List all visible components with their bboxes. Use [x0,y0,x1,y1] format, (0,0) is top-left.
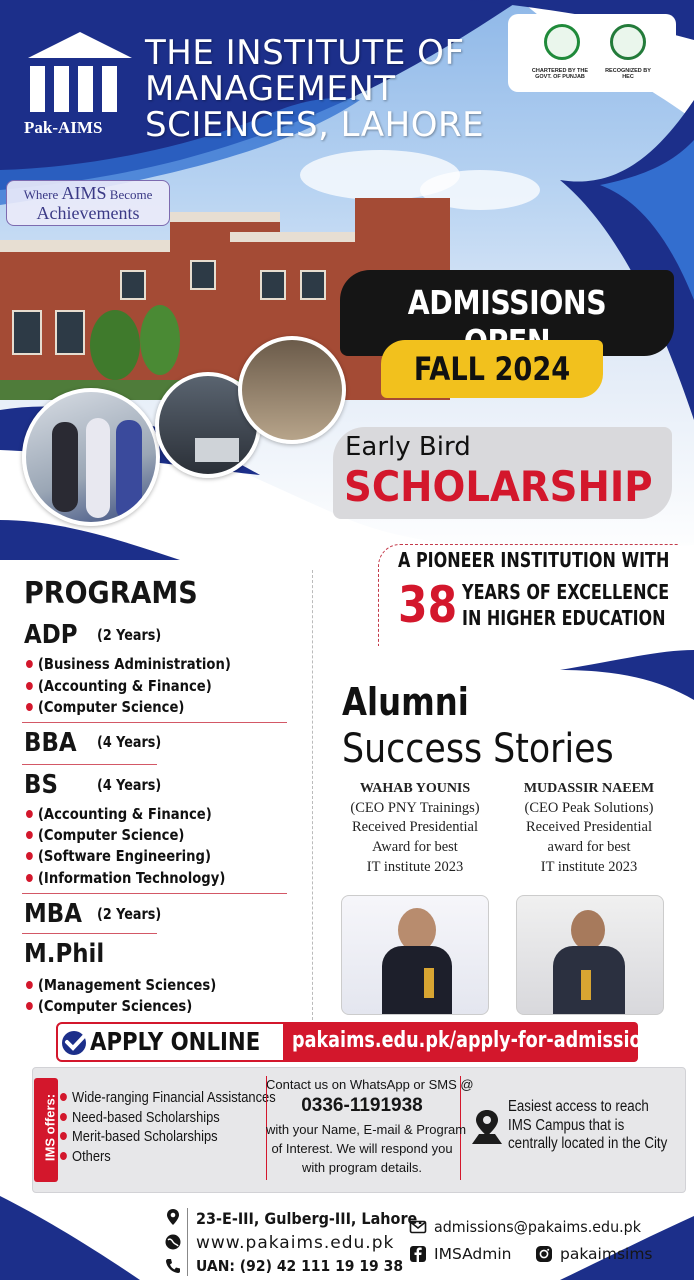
program-item: (Accounting & Finance) [26,677,212,695]
offer-item: Others [60,1148,111,1165]
divider [22,893,287,894]
program-item: (Software Engineering) [26,847,211,865]
program-bs: BS [24,770,58,800]
program-item: (Management Sciences) [26,976,216,994]
contact-instruction: of Interest. We will respond you [271,1141,453,1156]
logo-pillar [102,66,117,112]
divider [22,764,157,765]
offers-tag-label: IMS offers: [42,1093,58,1162]
program-item: (Information Technology) [26,869,225,887]
logo-pillar [30,66,45,112]
divider [22,722,287,723]
facebook-icon [409,1245,427,1263]
contact-instruction: Contact us on WhatsApp or SMS @ [266,1077,474,1092]
early-bird-label: Early Bird [345,432,471,462]
program-mphil: M.Phil [24,939,105,969]
success-stories-heading: Success Stories [342,726,614,772]
program-item: (Computer Sciences) [26,997,192,1015]
apply-online-link[interactable]: pakaims.edu.pk/apply-for-admission/ [292,1028,661,1053]
alumni-photo [516,895,664,1015]
program-duration: (4 Years) [97,733,162,751]
campus-access-note: Easiest access to reach IMS Campus that is centrally located in the City [508,1098,668,1153]
program-item: (Accounting & Finance) [26,805,212,823]
program-duration: (2 Years) [97,626,162,644]
institute-title-line-2: MANAGEMENT [145,69,396,109]
years-number: 38 [398,576,458,634]
pioneer-line-3: IN HIGHER EDUCATION [462,606,666,630]
map-location-icon [470,1108,504,1146]
session-label: FALL 2024 [413,350,571,388]
globe-icon [164,1233,182,1251]
programs-heading: PROGRAMS [24,576,198,611]
logo-pillar [54,66,69,112]
pioneer-line-1: A PIONEER INSTITUTION WITH [398,548,670,572]
program-item: (Computer Science) [26,698,184,716]
email-icon [409,1218,427,1236]
website-link[interactable]: www.pakaims.edu.pk [196,1233,395,1253]
uan-phone[interactable]: UAN: (92) 42 111 19 19 38 [196,1257,404,1275]
institute-title-line-3: SCIENCES, LAHORE [145,105,485,145]
column-divider [312,570,313,1020]
email-link[interactable]: admissions@pakaims.edu.pk [434,1218,641,1236]
pioneer-line-2: YEARS OF EXCELLENCE [462,580,670,604]
address: 23-E-III, Gulberg-III, Lahore. [196,1209,423,1228]
logo-pillar [78,66,93,112]
alumni-photo [341,895,489,1015]
hec-seal-icon [610,24,646,60]
divider [22,933,157,934]
instagram-handle[interactable]: pakaimsims [560,1245,653,1263]
offer-item: Merit-based Scholarships [60,1128,218,1145]
badge-caption: RECOGNIZED BY HEC [605,68,651,81]
students-photo [22,388,160,526]
institute-title-line-1: THE INSTITUTE OF [145,33,465,73]
program-item: (Business Administration) [26,655,231,673]
whatsapp-number[interactable]: 0336-1191938 [301,1095,423,1116]
alumni-card: WAHAB YOUNIS (CEO PNY Trainings) Received Presidential Award for best IT institute 2023 [350,781,480,875]
logo-roof [28,32,132,58]
program-adp: ADP [24,620,78,650]
alumni-card: MUDASSIR NAEEM (CEO Peak Solutions) Received Presidential award for best IT institute 2023 [523,781,655,875]
program-mba: MBA [24,899,82,929]
program-duration: (2 Years) [97,905,162,923]
offer-item: Need-based Scholarships [60,1109,220,1126]
contact-instruction: with program details. [302,1160,422,1175]
offer-item: Wide-ranging Financial Assistances [60,1089,276,1106]
library-photo [238,336,346,444]
alumni-heading: Alumni [342,680,469,724]
punjab-govt-seal-icon [544,24,580,60]
accent-swoosh [560,640,694,700]
phone-icon [164,1257,182,1275]
tagline-box: Where AIMS Become Achievements [6,180,170,226]
admissions-open-heading: ADMISSIONS [407,283,607,322]
facebook-handle[interactable]: IMSAdmin [434,1245,512,1263]
program-duration: (4 Years) [97,776,162,794]
checkmark-icon [60,1026,92,1058]
logo-text: Pak-AIMS [24,118,103,137]
contact-instruction: with your Name, E-mail & Program [266,1122,467,1137]
badge-caption: CHARTERED BY THE GOVT. OF PUNJAB [531,68,589,81]
hero-banner [0,0,694,560]
accreditation-badges [508,14,676,92]
divider [187,1208,188,1276]
apply-online-label: APPLY ONLINE [90,1027,261,1056]
location-pin-icon [164,1208,182,1226]
instagram-icon [535,1245,553,1263]
scholarship-heading: SCHOLARSHIP [344,462,653,511]
program-bba: BBA [24,728,77,758]
program-item: (Computer Science) [26,826,184,844]
